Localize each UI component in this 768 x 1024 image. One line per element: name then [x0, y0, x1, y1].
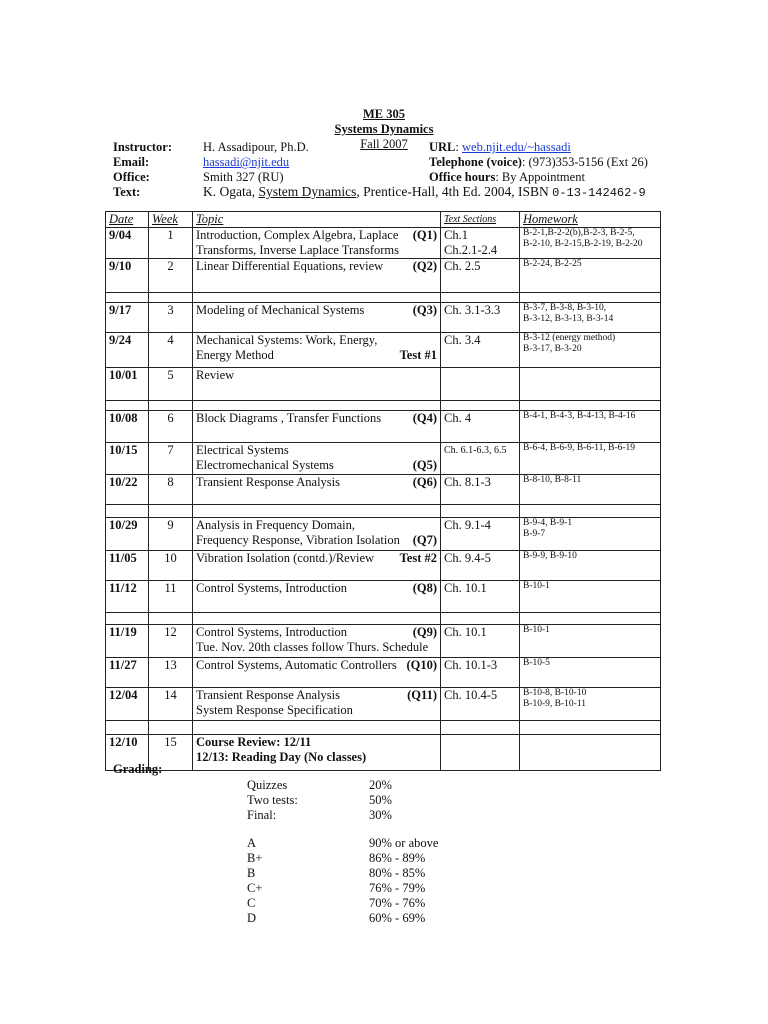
week-cell: 10: [149, 551, 193, 581]
sections-cell: [441, 518, 520, 551]
grade-weight: 50%: [369, 793, 392, 807]
week-cell: 11: [149, 581, 193, 613]
empty-cell: [149, 505, 193, 518]
topic-tag: (Q1): [412, 228, 437, 242]
table-row: [106, 658, 661, 688]
date-cell: 9/04: [106, 228, 149, 259]
week-cell: 5: [149, 368, 193, 401]
empty-cell: [193, 401, 441, 411]
sections-cell: [441, 368, 520, 401]
topic-tag: (Q9): [412, 625, 437, 639]
sections-cell: [441, 228, 520, 259]
spacer-row: [106, 401, 661, 411]
topic-cell: [193, 368, 441, 401]
phone-label: Telephone (voice): [429, 155, 522, 169]
sections-cell: [441, 658, 520, 688]
table-row: [106, 475, 661, 505]
sections-cell: [441, 688, 520, 721]
date-cell: 10/15: [106, 443, 149, 475]
url-link[interactable]: web.njit.edu/~hassadi: [462, 140, 571, 154]
empty-cell: [193, 721, 441, 735]
topic-tag: (Q10): [406, 658, 437, 672]
office-hours: By Appointment: [501, 170, 585, 184]
topic-cell: [193, 518, 441, 551]
section-line: Ch. 9.4-5: [444, 551, 491, 565]
topic-tag: (Q8): [412, 581, 437, 595]
empty-cell: [149, 293, 193, 303]
week-cell: 3: [149, 303, 193, 333]
topic-cell: [193, 259, 441, 293]
topic-line: Frequency Response, Vibration Isolation (Q7): [196, 533, 437, 547]
section-line: Ch. 4: [444, 411, 472, 425]
grade-range: 76% - 79%: [369, 881, 426, 895]
date-cell: 10/22: [106, 475, 149, 505]
homework-line: B-2-10, B-2-15,B-2-19, B-2-20: [523, 239, 643, 249]
homework-line: B-10-5: [523, 658, 550, 668]
empty-cell: [106, 401, 149, 411]
date-cell: 11/12: [106, 581, 149, 613]
empty-cell: [520, 613, 661, 625]
homework-cell: [520, 228, 661, 259]
date-cell: 10/01: [106, 368, 149, 401]
section-line: Ch.1: [444, 228, 468, 242]
topic-tag: Test #2: [399, 551, 437, 565]
date-cell: 11/27: [106, 658, 149, 688]
homework-line: B-3-17, B-3-20: [523, 344, 582, 354]
table-row: [106, 303, 661, 333]
empty-cell: [149, 401, 193, 411]
homework-line: B-4-1, B-4-3, B-4-13, B-4-16: [523, 411, 636, 421]
grade-range: 90% or above: [369, 836, 439, 850]
homework-line: B-10-1: [523, 581, 550, 591]
homework-line: B-10-8, B-10-10: [523, 688, 587, 698]
homework-cell: [520, 333, 661, 368]
week-cell: 9: [149, 518, 193, 551]
empty-cell: [520, 401, 661, 411]
section-line: Ch. 10.4-5: [444, 688, 498, 702]
homework-line: B-3-12, B-3-13, B-3-14: [523, 314, 614, 324]
topic-line: Electrical Systems: [196, 443, 289, 457]
table-row: [106, 688, 661, 721]
table-row: [106, 518, 661, 551]
sections-cell: [441, 303, 520, 333]
section-line: Ch. 3.1-3.3: [444, 303, 501, 317]
letter-grade: C+: [247, 881, 263, 895]
column-header: Date: [106, 212, 149, 228]
homework-cell: [520, 551, 661, 581]
email-label: Email: [113, 155, 145, 169]
empty-cell: [106, 293, 149, 303]
empty-cell: [520, 721, 661, 735]
homework-line: B-2-24, B-2-25: [523, 259, 582, 269]
topic-line: 12/13: Reading Day (No classes): [196, 750, 367, 764]
sections-cell: [441, 735, 520, 771]
empty-cell: [106, 721, 149, 735]
column-header: Homework: [520, 212, 661, 228]
email-link[interactable]: hassadi@njit.edu: [203, 155, 290, 169]
grade-component: Quizzes: [247, 778, 288, 792]
topic-line: System Response Specification: [196, 703, 353, 717]
syllabus-page: ME 305 Systems Dynamics Fall 2007 Instructor: H. Assadipour, Ph.D. Email: hassadi@njit.edu Office: Smith 327 (RU) Text: K. Ogata, System Dynamics, Prentice-Hall, 4th Ed. 2004, ISBN 0-13-142462-9 URL: web.njit.edu/~hassadi Telephone (voice): (973)353-5156 (Ext 26) Office hours: By Appointment Date Week Topic Text Sections Homework 9/04 1 Introduction, Complex Algebra, Laplace (Q1) Transforms, Inverse Laplace Transforms Ch.1 Ch.2.1-2.4 B-2-1,B-2-2(b),B-2-3, B-2-5, B-2-10, B-2-15,B-2-19, B-2-20 9/10 2 Linear Differential Equations, review (Q2) Ch. 2.5 B-2-24, B-2-25 9/17 3 Modeling of Mechanical Systems (Q3) Ch. 3.1-3.3 B-3-7, B-3-8, B-3-10, B-3-12, B-3-13, B-3-14 9/24 4 Mechanical Systems: Work, Energy, Energy Method Test #1 Ch. 3.4 B-3-12 (energy method) B-3-17, B-3-20 10/01 5 Review 10/08 6 Block Diagrams , Transfer Functions (Q4) Ch. 4 B-4-1, B-4-3, B-4-13, B-4-16 10/15 7 Electrical Systems Electromechanical Systems (Q5) Ch. 6.1-6.3, 6.5 B-6-4, B-6-9, B-6-11, B-6-19 10/22 8 Transient Response Analysis (Q6) Ch. 8.1-3 B-8-10, B-8-11 10/29 9 Analysis in Frequency Domain, Frequency Response, Vibration Isolation (Q7) Ch. 9.1-4 B-9-4, B-9-1 B-9-7 11/05 10 Vibration Isolation (contd.)/Review Test #2 Ch. 9.4-5 B-9-9, B-9-10 11/12 11 Control Systems, Introduction (Q8) Ch. 10.1 B-10-1 11/19 12 Control Systems, Introduction (Q9) Tue. Nov. 20th classes follow Thurs. Schedule Ch. 10.1 B-10-1 11/27 13 Control Systems, Automatic Controllers (Q10) Ch. 10.1-3 B-10-5 12/04 14 Transient Response Analysis (Q11) System Response Specification Ch. 10.4-5 B-10-8, B-10-10 B-10-9, B-10-11 12/10 15 Course Review: 12/11 12/13: Reading Day (No classes) Grading: Quizzes 20% Two tests: 50% Final: 30% A 90% or above B+ 86% - 89% B 80% - 85% C+ 76% - 79% C 70% - 76% D 60% - 69%: [0, 0, 768, 1024]
section-line: Ch. 3.4: [444, 333, 481, 347]
textbook: K. Ogata, System Dynamics, Prentice-Hall, 4th Ed. 2004, ISBN 0-13-142462-9: [203, 184, 646, 200]
empty-cell: [520, 293, 661, 303]
letter-grade: C: [247, 896, 256, 910]
week-cell: 12: [149, 625, 193, 658]
week-cell: 6: [149, 411, 193, 443]
instructor-label: Instructor: [113, 140, 168, 154]
date-cell: 10/29: [106, 518, 149, 551]
homework-line: B-10-1: [523, 625, 550, 635]
topic-cell: [193, 658, 441, 688]
instructor: H. Assadipour, Ph.D.: [203, 140, 309, 154]
homework-cell: [520, 411, 661, 443]
sections-cell: [441, 333, 520, 368]
week-cell: 15: [149, 735, 193, 771]
topic-line: Transient Response Analysis (Q6): [196, 475, 437, 489]
week-cell: 1: [149, 228, 193, 259]
topic-cell: [193, 411, 441, 443]
grade-component: Two tests:: [247, 793, 298, 807]
empty-cell: [441, 613, 520, 625]
office: Smith 327 (RU): [203, 170, 284, 184]
date-cell: 9/24: [106, 333, 149, 368]
table-row: [106, 735, 661, 771]
week-cell: 14: [149, 688, 193, 721]
topic-cell: [193, 688, 441, 721]
grade-weight: 30%: [369, 808, 392, 822]
topic-cell: [193, 333, 441, 368]
homework-line: B-2-1,B-2-2(b),B-2-3, B-2-5,: [523, 228, 635, 238]
date-cell: 11/05: [106, 551, 149, 581]
homework-cell: [520, 368, 661, 401]
grade-range: 86% - 89%: [369, 851, 426, 865]
homework-cell: [520, 475, 661, 505]
homework-cell: [520, 259, 661, 293]
column-header: Topic: [193, 212, 441, 228]
sections-cell: [441, 443, 520, 475]
sections-cell: [441, 625, 520, 658]
homework-cell: [520, 688, 661, 721]
topic-tag: (Q5): [412, 458, 437, 472]
empty-cell: [520, 505, 661, 518]
spacer-row: [106, 613, 661, 625]
section-line: Ch.2.1-2.4: [444, 243, 498, 257]
topic-line: Tue. Nov. 20th classes follow Thurs. Schedule: [196, 640, 429, 654]
topic-line: Mechanical Systems: Work, Energy,: [196, 333, 378, 347]
section-line: Ch. 8.1-3: [444, 475, 491, 489]
empty-cell: [193, 613, 441, 625]
topic-line: Transforms, Inverse Laplace Transforms: [196, 243, 399, 257]
term: Fall 2007: [360, 137, 408, 151]
week-cell: 13: [149, 658, 193, 688]
topic-line: Electromechanical Systems (Q5): [196, 458, 437, 472]
week-cell: 4: [149, 333, 193, 368]
grade-range: 80% - 85%: [369, 866, 426, 880]
office-label: Office: [113, 170, 146, 184]
homework-cell: [520, 735, 661, 771]
table-row: [106, 228, 661, 259]
topic-line: Control Systems, Introduction (Q8): [196, 581, 437, 595]
topic-cell: [193, 228, 441, 259]
schedule-table: [105, 211, 661, 771]
topic-cell: [193, 551, 441, 581]
topic-tag: (Q11): [407, 688, 437, 702]
sections-cell: [441, 259, 520, 293]
homework-cell: [520, 581, 661, 613]
table-row: [106, 581, 661, 613]
homework-cell: [520, 443, 661, 475]
table-row: [106, 333, 661, 368]
course-number: ME 305: [362, 107, 405, 121]
topic-line: Transient Response Analysis (Q11): [196, 688, 437, 702]
topic-tag: (Q7): [412, 533, 437, 547]
table-row: [106, 411, 661, 443]
date-cell: 12/10: [106, 735, 149, 771]
empty-cell: [193, 505, 441, 518]
section-line: Ch. 10.1: [444, 625, 487, 639]
topic-cell: [193, 443, 441, 475]
grade-weight: 20%: [369, 778, 392, 792]
week-cell: 7: [149, 443, 193, 475]
topic-line: Energy Method Test #1: [196, 348, 437, 362]
date-cell: 9/10: [106, 259, 149, 293]
grading-label: Grading: [113, 762, 159, 776]
empty-cell: [149, 613, 193, 625]
homework-cell: [520, 625, 661, 658]
sections-cell: [441, 581, 520, 613]
url-label: URL: [429, 140, 456, 154]
letter-grade: B+: [247, 851, 263, 865]
spacer-row: [106, 721, 661, 735]
section-line: Ch. 10.1: [444, 581, 487, 595]
section-line: Ch. 2.5: [444, 259, 481, 273]
date-cell: 10/08: [106, 411, 149, 443]
table-row: [106, 443, 661, 475]
grade-range: 70% - 76%: [369, 896, 426, 910]
topic-tag: (Q6): [412, 475, 437, 489]
topic-cell: [193, 303, 441, 333]
topic-line: Block Diagrams , Transfer Functions (Q4): [196, 411, 437, 425]
topic-cell: [193, 475, 441, 505]
letter-grade: D: [247, 911, 257, 925]
empty-cell: [106, 613, 149, 625]
week-cell: 2: [149, 259, 193, 293]
empty-cell: [441, 505, 520, 518]
phone: (973)353-5156 (Ext 26): [528, 155, 648, 169]
text-label: Text: [113, 185, 137, 199]
topic-line: Vibration Isolation (contd.)/Review Test #2: [196, 551, 437, 565]
sections-cell: [441, 551, 520, 581]
column-header: Week: [149, 212, 193, 228]
homework-line: B-3-7, B-3-8, B-3-10,: [523, 303, 607, 313]
homework-line: B-10-9, B-10-11: [523, 699, 586, 709]
empty-cell: [441, 401, 520, 411]
topic-tag: Test #1: [399, 348, 437, 362]
grade-component: Final:: [247, 808, 277, 822]
homework-cell: [520, 518, 661, 551]
homework-line: B-9-7: [523, 529, 546, 539]
homework-line: B-3-12 (energy method): [523, 333, 616, 343]
topic-line: Control Systems, Introduction (Q9): [196, 625, 437, 639]
topic-tag: (Q2): [412, 259, 437, 273]
topic-tag: (Q4): [412, 411, 437, 425]
topic-tag: (Q3): [412, 303, 437, 317]
section-line: Ch. 6.1-6.3, 6.5: [444, 445, 507, 456]
topic-line: Analysis in Frequency Domain,: [196, 518, 356, 532]
topic-line: Introduction, Complex Algebra, Laplace (Q1): [196, 228, 437, 242]
table-row: [106, 368, 661, 401]
date-cell: 12/04: [106, 688, 149, 721]
column-header: Text Sections: [441, 212, 520, 228]
date-cell: 9/17: [106, 303, 149, 333]
table-row: [106, 259, 661, 293]
section-line: Ch. 9.1-4: [444, 518, 491, 532]
topic-line: Review: [196, 368, 235, 382]
empty-cell: [149, 721, 193, 735]
spacer-row: [106, 505, 661, 518]
empty-cell: [441, 293, 520, 303]
hours-label: Office hours: [429, 170, 496, 184]
empty-cell: [106, 505, 149, 518]
letter-grade: A: [247, 836, 257, 850]
date-cell: 11/19: [106, 625, 149, 658]
section-line: Ch. 10.1-3: [444, 658, 498, 672]
topic-cell: [193, 625, 441, 658]
homework-line: B-9-9, B-9-10: [523, 551, 577, 561]
sections-cell: [441, 411, 520, 443]
week-cell: 8: [149, 475, 193, 505]
homework-cell: [520, 658, 661, 688]
topic-line: Control Systems, Automatic Controllers (Q10): [196, 658, 437, 672]
empty-cell: [441, 721, 520, 735]
homework-cell: [520, 303, 661, 333]
course-title: Systems Dynamics: [334, 122, 434, 136]
topic-cell: [193, 581, 441, 613]
sections-cell: [441, 475, 520, 505]
homework-line: B-8-10, B-8-11: [523, 475, 582, 485]
homework-line: B-6-4, B-6-9, B-6-11, B-6-19: [523, 443, 636, 453]
table-row: [106, 625, 661, 658]
table-row: [106, 551, 661, 581]
empty-cell: [193, 293, 441, 303]
topic-line: Course Review: 12/11: [196, 735, 312, 749]
grade-range: 60% - 69%: [369, 911, 426, 925]
spacer-row: [106, 293, 661, 303]
homework-line: B-9-4, B-9-1: [523, 518, 573, 528]
letter-grade: B: [247, 866, 256, 880]
topic-line: Linear Differential Equations, review (Q2): [196, 259, 437, 273]
topic-line: Modeling of Mechanical Systems (Q3): [196, 303, 437, 317]
topic-cell: [193, 735, 441, 771]
